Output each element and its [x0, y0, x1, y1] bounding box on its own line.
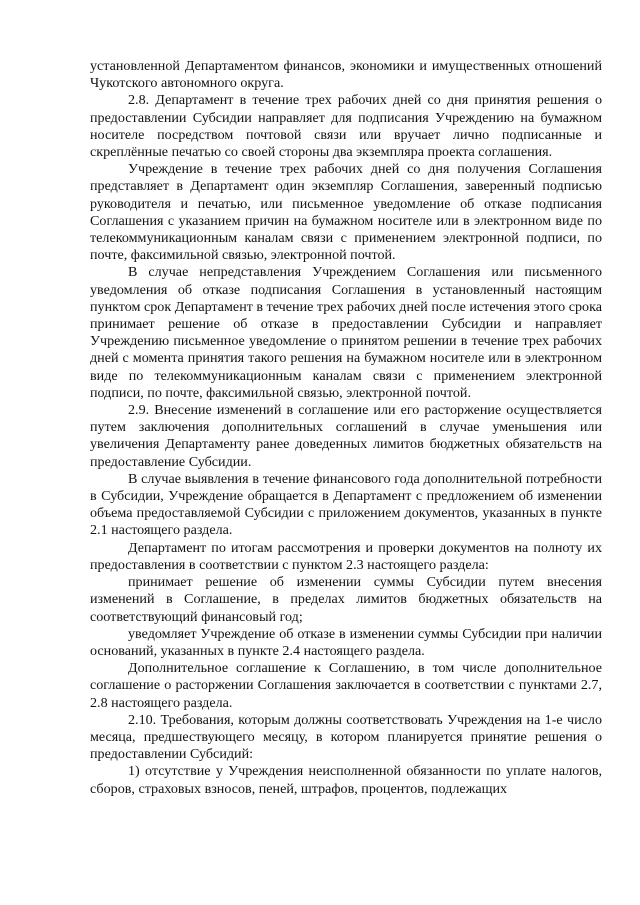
paragraph-continuation: установленной Департаментом финансов, экономики и имущественных отношений Чукотского автономного округа. [90, 58, 602, 92]
paragraph-non-submission: В случае непредставления Учреждением Соглашения или письменного уведомления об отказе подписания Соглашения в установленный настоящим пунктом срок Департамент в течение трех рабочих дней после истечения этого срока принимает решение об отказе в предоставлении Субсидии и направляет Учреждению письменное уведомление о принятом решении в течение трех рабочих дней с момента принятия такого решения на бумажном носителе или в электронном виде по телекоммуникационным каналам связи с применением электронной подписи, по почте, факсимильной связью, электронной почтой. [90, 264, 602, 401]
paragraph-requirement-1: 1) отсутствие у Учреждения неисполненной обязанности по уплате налогов, сборов, страховых взносов, пеней, штрафов, процентов, подлежащих [90, 763, 602, 797]
paragraph-review-results: Департамент по итогам рассмотрения и проверки документов на полноту их предоставления в соответствии с пунктом 2.3 настоящего раздела: [90, 539, 602, 573]
paragraph-additional-need: В случае выявления в течение финансового года дополнительной потребности в Субсидии, Учреждение обращается в Департамент с предложением об изменении объема предоставляемой Субсидии с приложением документов, указанных в пункте 2.1 настоящего раздела. [90, 470, 602, 539]
paragraph-2-9: 2.9. Внесение изменений в соглашение или его расторжение осуществляется путем заключения дополнительных соглашений в случае уменьшения или увеличения Департаменту ранее доведенных лимитов бюджетных обязательств на предоставление Субсидии. [90, 402, 602, 470]
paragraph-additional-agreement: Дополнительное соглашение к Соглашению, в том числе дополнительное соглашение о расторжении Соглашения заключается в соответствии с пунктами 2.7, 2.8 настоящего раздела. [90, 660, 602, 711]
paragraph-2-10: 2.10. Требования, которым должны соответствовать Учреждения на 1-е число месяца, предшествующего месяцу, в котором планируется принятие решения о предоставлении Субсидий: [90, 711, 602, 763]
paragraph-notify-refusal: уведомляет Учреждение об отказе в изменении суммы Субсидии при наличии оснований, указанных в пункте 2.4 настоящего раздела. [90, 625, 602, 659]
paragraph-2-8: 2.8. Департамент в течение трех рабочих дней со дня принятия решения о предоставлении Субсидии направляет для подписания Учреждению на бумажном носителе посредством почтовой связи или вручает лично подписанные и скреплённые печатью со своей стороны два экземпляра проекта соглашения. [90, 92, 602, 161]
paragraph-agreement-return: Учреждение в течение трех рабочих дней со дня получения Соглашения представляет в Департамент один экземпляр Соглашения, заверенный подписью руководителя и печатью, или письменное уведомление об отказе подписания Соглашения с указанием причин на бумажном носителе или в электронном виде по телекоммуникационным каналам связи с применением электронной подписи, по почте, факсимильной связью, электронной почтой. [90, 161, 602, 264]
paragraph-decision-change: принимает решение об изменении суммы Субсидии путем внесения изменений в Соглашение, в пределах лимитов бюджетных обязательств на соответствующий финансовый год; [90, 574, 602, 625]
